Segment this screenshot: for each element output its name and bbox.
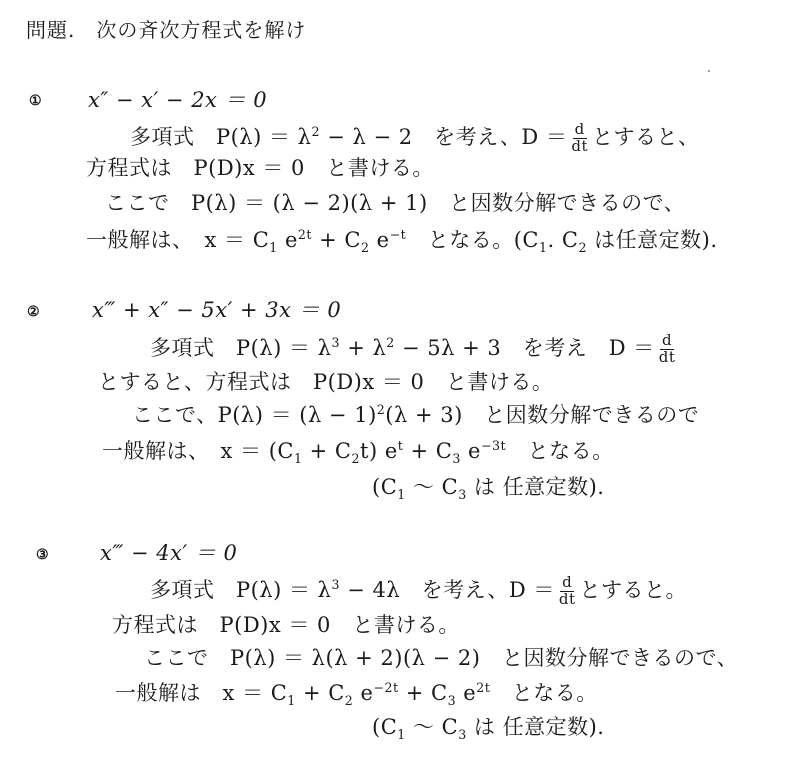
problem-3-constants-note	[372, 715, 605, 743]
problem-1-solution-line	[86, 227, 718, 256]
p1-sol-note-sub2: 2	[578, 240, 587, 256]
p1-sol-e2: e	[369, 228, 390, 252]
p1-poly-tail: とすると、	[592, 124, 700, 149]
p2-sol-a: 一般解は、 x ＝ (C	[102, 439, 294, 463]
problem-1-equation: x″ − x′ − 2x ＝ 0	[88, 88, 268, 112]
p2-sol-s1: 1	[293, 451, 303, 467]
p1-poly-post: − λ − 2 を考え、D ＝	[320, 124, 568, 149]
p3-d-dt-fraction	[557, 575, 578, 608]
problem-3-factor-line: ここで P(λ) ＝ λ(λ + 2)(λ − 2) と因数分解できるので、	[144, 646, 739, 670]
p1-frac-den: dt	[571, 136, 588, 155]
problem-3-polynomial-line	[150, 575, 687, 608]
problem-3-operator-line: 方程式は P(D)x ＝ 0 と書ける。	[112, 613, 460, 637]
p3-poly-tail: とすると。	[579, 577, 688, 602]
p3-poly-exp: 3	[331, 576, 341, 592]
p2-frac-den: dt	[658, 347, 676, 366]
p3-frac-den: dt	[558, 589, 576, 608]
p3-note-c: は 任意定数).	[466, 715, 605, 739]
p3-sol-x1: −2t	[373, 680, 399, 695]
p2-poly-e2: 2	[386, 334, 395, 350]
paper-speck	[708, 70, 710, 72]
p2-sol-f: となる。	[506, 439, 614, 463]
p1-frac-num: d	[574, 120, 585, 138]
problem-1-polynomial-line	[130, 122, 700, 155]
p2-sol-x2: −3t	[480, 438, 507, 453]
p3-note-b: 〜 C	[405, 715, 459, 739]
p2-fac-exp: 2	[376, 402, 386, 417]
p3-frac-num: d	[562, 573, 573, 591]
problem-1-operator-line: 方程式は P(D)x ＝ 0 と書ける。	[86, 156, 434, 180]
p3-sol-x2: 2t	[476, 680, 491, 695]
p1-sol-post: となる。(C	[406, 228, 539, 252]
p2-frac-num: d	[662, 331, 673, 349]
p2-sol-c: t) e	[360, 439, 398, 463]
p2-fac-post: (λ + 3) と因数分解できるので	[385, 403, 700, 427]
p2-poly-b: + λ	[340, 335, 387, 360]
p1-d-dt-fraction	[569, 122, 590, 155]
p1-sol-sub1: 1	[269, 240, 278, 256]
problem-2-equation: x‴ + x″ − 5x′ + 3x ＝ 0	[92, 298, 342, 322]
p3-note-s2: 3	[458, 727, 467, 743]
p3-note-a: (C	[372, 715, 398, 739]
p2-poly-c: − 5λ + 3 を考え D ＝	[394, 335, 655, 360]
p3-note-s1: 1	[397, 727, 406, 743]
p2-fac-pre: ここで、P(λ) ＝ (λ − 1)	[132, 403, 377, 427]
p3-sol-s2: 2	[344, 693, 354, 709]
p3-sol-b: + C	[295, 681, 345, 705]
p2-sol-s2: 2	[351, 451, 361, 467]
p2-poly-a: 多項式 P(λ) ＝ λ	[150, 335, 332, 360]
p3-sol-e: e	[456, 681, 477, 705]
problem-2-factor-line	[132, 402, 700, 427]
p1-poly-pre: 多項式 P(λ) ＝ λ	[130, 124, 312, 149]
page-title: 問題. 次の斉次方程式を解け	[26, 18, 307, 42]
problem-2-constants-note	[372, 475, 605, 503]
p3-sol-s1: 1	[287, 693, 296, 709]
p2-sol-x1: t	[397, 438, 404, 453]
p3-sol-f: となる。	[490, 681, 598, 705]
p3-sol-s3: 3	[447, 693, 457, 709]
p2-sol-s3: 3	[452, 451, 461, 467]
p2-note-a: (C	[372, 475, 398, 499]
problem-3-equation: x‴ − 4x′ ＝ 0	[100, 541, 238, 565]
p2-poly-e1: 3	[331, 334, 341, 350]
p1-sol-exp2: −t	[389, 227, 407, 242]
p2-d-dt-fraction	[657, 333, 678, 366]
p3-sol-c: e	[353, 681, 374, 705]
p1-sol-e1: e	[277, 228, 298, 252]
p3-poly-post: − 4λ を考え、D ＝	[340, 577, 555, 602]
p1-sol-sub2: 2	[360, 240, 370, 256]
problem-3-label: ③	[36, 547, 50, 563]
p2-note-c: は 任意定数).	[466, 475, 605, 499]
problem-2-label: ②	[27, 304, 41, 320]
problem-1-factor-line: ここで P(λ) ＝ (λ − 2)(λ + 1) と因数分解できるので、	[105, 191, 686, 215]
p1-sol-note-mid: . C	[547, 228, 579, 252]
p3-sol-a: 一般解は x ＝ C	[115, 681, 288, 705]
p2-note-b: 〜 C	[405, 475, 459, 499]
p2-sol-e: e	[460, 439, 481, 463]
p3-poly-pre: 多項式 P(λ) ＝ λ	[150, 577, 332, 602]
p2-sol-d: + C	[403, 439, 453, 463]
problem-1-label: ①	[29, 93, 43, 109]
p1-sol-note-tail: は任意定数).	[586, 228, 718, 252]
problem-2-solution-line	[102, 438, 614, 467]
p1-sol-exp1: 2t	[297, 227, 312, 242]
p1-poly-exp: 2	[311, 123, 321, 139]
problem-2-operator-line: とすると、方程式は P(D)x ＝ 0 と書ける。	[98, 370, 554, 394]
p2-sol-b: + C	[302, 439, 352, 463]
p1-sol-mid: + C	[311, 228, 361, 252]
p2-note-s2: 3	[458, 487, 467, 503]
problem-2-polynomial-line	[150, 333, 679, 366]
p2-note-s1: 1	[397, 487, 406, 503]
problem-3-solution-line	[115, 680, 598, 709]
p1-sol-note-sub1: 1	[539, 240, 548, 256]
p3-sol-d: + C	[398, 681, 448, 705]
p1-sol-pre: 一般解は、 x ＝ C	[86, 228, 270, 252]
